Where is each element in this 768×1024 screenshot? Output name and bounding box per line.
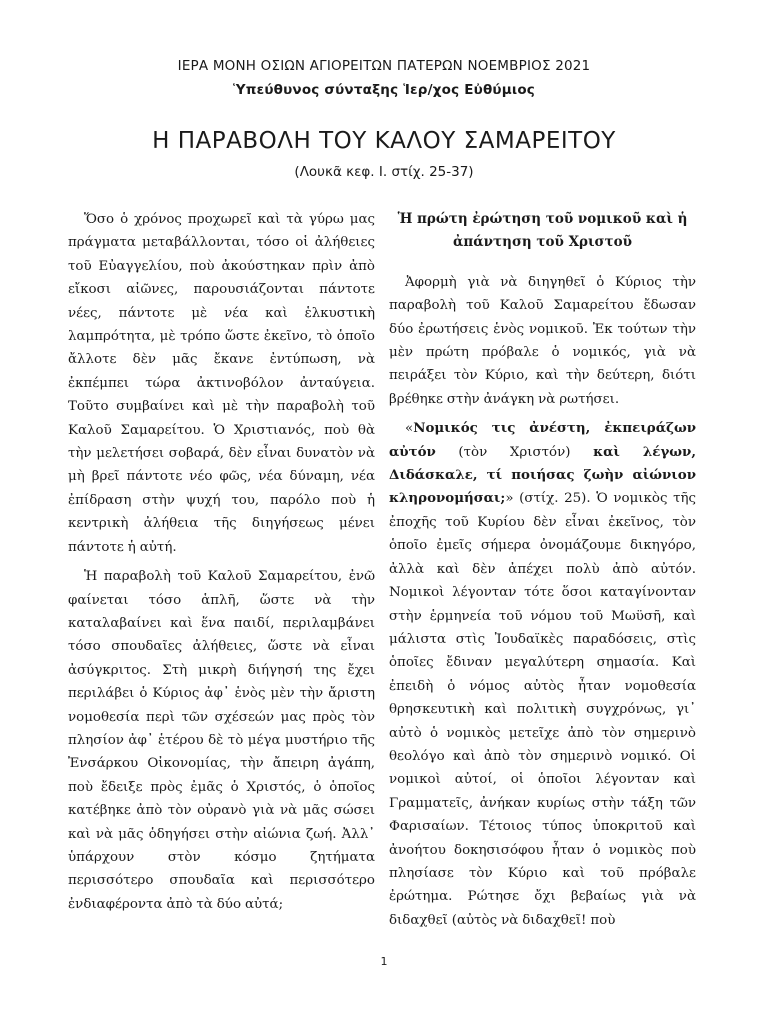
right-paragraph-1: Ἀφορμὴ γιὰ νὰ διηγηθεῖ ὁ Κύριος τὴν παραβολὴ τοῦ Καλοῦ Σαμαρείτου ἔδωσαν δύο ἐρωτήσεις ἑνὸς νομικοῦ. Ἐκ τούτων τὴν μὲν πρώτη πρόβαλε ὁ νομικός, γιὰ νὰ πειράξει τὸν Κύριο, καὶ τὴν δεύτερη, διότι βρέθηκε στὴν ἀνάγκη νὰ ρωτήσει. — [389, 274, 696, 407]
page-number: 1 — [380, 955, 388, 968]
scripture-reference: (Λουκᾶ κεφ. Ι. στίχ. 25-37) — [294, 164, 474, 180]
right-column — [389, 208, 696, 932]
page-title: Η ΠΑΡΑΒΟΛΗ ΤΟΥ ΚΑΛΟΥ ΣΑΜΑΡΕΙΤΟΥ — [152, 128, 616, 154]
left-paragraph-2: Ἡ παραβολὴ τοῦ Καλοῦ Σαμαρείτου, ἐνῶ φαίνεται τόσο ἁπλῆ, ὥστε νὰ τὴν καταλαβαίνει καὶ ἕνα παιδί, περιλαμβάνει τόσο σπουδαῖες ἀλήθειες, ὥστε νὰ εἶναι ἀσύγκριτος. Στὴ μικρὴ διήγησή της ἔχει περιλάβει ὁ Κύριος ἀφ᾽ ἑνὸς μὲν τὴν ἄριστη νομοθεσία περὶ τῶν σχέσεών μας πρὸς τὸν πλησίον ἀφ᾽ ἑτέρου δὲ τὸ μέγα μυστήριο τῆς Ἐνσάρκου Οἰκονομίας, τὴν ἄπειρη ἀγάπη, ποὺ ἔδειξε πρὸς ἐμᾶς ὁ Χριστός, ὁ ὁποῖος κατέβηκε ἀπὸ τὸν οὐρανὸ γιὰ νὰ μᾶς σώσει καὶ νὰ μᾶς ὁδηγήσει στὴν αἰώνια ζωή. Ἀλλ᾽ ὑπάρχουν στὸν κόσμο ζητήματα περισσότερο σπουδαῖα καὶ περισσότερο ἐνδιαφέροντα ἀπὸ τὰ δύο αὐτά; — [68, 569, 375, 912]
left-column — [68, 208, 375, 916]
editor-line: Ὑπεύθυνος σύνταξης Ἱερ/χος Εὐθύμιος — [232, 82, 536, 98]
quote-bold-part-1: Νομικός τις ἀνέστη, ἐκπειράζων αὐτόν — [389, 420, 696, 460]
quote-plain-part: (τὸν Χριστόν) — [435, 444, 594, 460]
section-heading: Ἡ πρώτη ἐρώτηση τοῦ νομικοῦ καὶ ἡ ἀπάντηση τοῦ Χριστοῦ — [397, 211, 688, 251]
quote-open-mark: « — [405, 421, 414, 437]
right-paragraph-2 — [389, 417, 696, 932]
quote-close-mark: » (στίχ. 25). — [505, 491, 597, 507]
quote-bold-part-2: καὶ λέγων, Διδάσκαλε, τί ποιήσας ζωὴν αἰώνιον κληρονομήσαι; — [389, 443, 696, 507]
left-paragraph-1: Ὅσο ὁ χρόνος προχωρεῖ καὶ τὰ γύρω μας πράγματα μεταβάλλονται, τόσο οἱ ἀλήθειες τοῦ Εὐαγγελίου, ποὺ ἀκούστηκαν πρὶν ἀπὸ εἴκοσι αἰῶνες, παρουσιάζονται πάντοτε νέες, πάντοτε μὲ νέα καὶ ἑλκυστικὴ λαμπρότητα, μὲ τρόπο ὥστε ἐκεῖνο, τὸ ὁποῖο ἄλλοτε δὲν μᾶς ἔκανε ἐντύπωση, νὰ ἐκπέμπει τώρα ἀκτινοβόλον ἀνταύγεια. Τοῦτο συμβαίνει καὶ μὲ τὴν παραβολὴ τοῦ Καλοῦ Σαμαρείτου. Ὁ Χριστιανός, ποὺ θὰ τὴν μελετήσει σοβαρά, δὲν εἶναι δυνατὸν νὰ μὴ βρεῖ πάντοτε νέο φῶς, νέα δύναμη, νέα ἐπίδραση στὴν ψυχή του, παρόλο ποὺ ἡ κεντρικὴ ἀλήθεια τῆς διηγήσεως μένει πάντοτε ἡ αὐτή. — [68, 212, 375, 555]
monastery-date-line: ΙΕΡΑ ΜΟΝΗ ΟΣΙΩΝ ΑΓΙΟΡΕΙΤΩΝ ΠΑΤΕΡΩΝ ΝΟΕΜΒΡΙΟΣ 2021 — [177, 58, 591, 74]
right-paragraph-2-text: Ὁ νομικὸς τῆς ἐποχῆς τοῦ Κυρίου δὲν εἶναι ἐκεῖνος, τὸν ὁποῖο ἐμεῖς σήμερα ὀνομάζουμε δικηγόρο, ἀλλὰ καὶ δὲν ἀπέχει πολὺ ἀπὸ αὐτόν. Νομικοὶ λέγονταν τότε ὅσοι καταγίνονταν στὴν ἑρμηνεία τοῦ νόμου τοῦ Μωϋσῆ, καὶ μάλιστα στὶς Ἰουδαϊκὲς παραδόσεις, στὶς ὁποῖες ἔδιναν μεγαλύτερη σημασία. Καὶ ἐπειδὴ ὁ νόμος αὐτὸς ἦταν νομοθεσία θρησκευτικὴ καὶ πολιτικὴ συγχρόνως, γι᾽ αὐτὸ ὁ νομικὸς μετεῖχε ἀπὸ τὸν σημερινὸ θεολόγο καὶ ἀπὸ τὸν σημερινὸ νομικό. Οἱ νομικοὶ αὐτοί, οἱ ὁποῖοι λέγονταν καὶ Γραμματεῖς, ἀνήκαν κυρίως στὴν τάξη τῶν Φαρισαίων. Τέτοιος τύπος ὑποκριτοῦ καὶ ἀνοήτου δοκησισόφου ἦταν ὁ νομικὸς ποὺ πλησίασε τὸν Κύριο καὶ τοῦ πρόβαλε ἐρώτημα. Ρώτησε ὄχι βεβαίως γιὰ νὰ διδαχθεῖ (αὐτὸς νὰ διδαχθεῖ! ποὺ — [389, 491, 697, 928]
